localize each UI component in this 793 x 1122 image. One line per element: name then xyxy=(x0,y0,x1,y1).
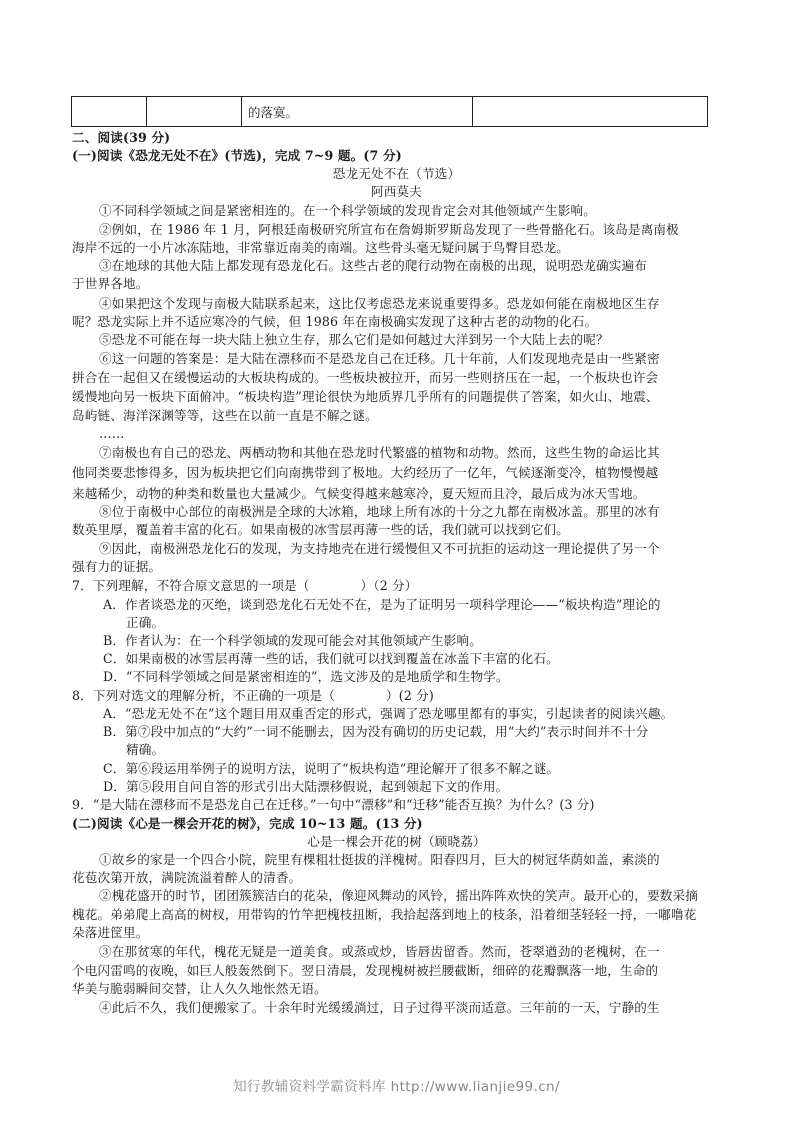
q7-option-a-cont: 正确。 xyxy=(126,615,165,630)
paragraph-line: ⑥这一问题的答案是：是大陆在漂移而不是恐龙自己在迁移。几十年前，人们发现地壳是由一些紧密 xyxy=(99,351,660,366)
paragraph-line: 个电闪雷鸣的夜晚，如巨人般轰然倒下。翌日清晨，发现槐树被拦腰截断，细碎的花瓣飘落一地，生命的 xyxy=(72,963,659,978)
paragraph-line: 拼合在一起但又在缓慢运动的大板块构成的。一些板块被拉开，而另一些则挤压在一起，一个板块也许会 xyxy=(72,370,659,385)
paragraph-line: ④如果把这个发现与南极大陆联系起来，这比仅考虑恐龙来说重要得多。恐龙如何能在南极地区生存 xyxy=(99,296,660,311)
paragraph-line: 呢？恐龙实际上并不适应寒冷的气候，但 1986 年在南极确实发现了这种古老的动物的化石。 xyxy=(72,314,598,329)
part1-heading: (一)阅读《恐龙无处不在》(节选)，完成 7~9 题。(7 分) xyxy=(72,148,402,163)
paragraph-line: 槐花。弟弟爬上高高的树杈，用带钩的竹竿把槐枝扭断，我拾起落到地上的枝条，沿着细茎轻轻一捋，一嘟噜花 xyxy=(72,907,697,922)
paragraph-line: 数英里厚，覆盖着丰富的化石。如果南极的冰雪层再薄一些的话，我们就可以找到它们。 xyxy=(72,522,570,537)
paragraph-line: ①故乡的家是一个四合小院，院里有棵粗壮挺拔的洋槐树。阳春四月，巨大的树冠华荫如盖，素淡的 xyxy=(99,852,660,867)
paragraph-line: 强有力的证据。 xyxy=(72,559,162,574)
part2-heading: (二)阅读《心是一棵会开花的树》，完成 10~13 题。(13 分) xyxy=(72,816,423,831)
paragraph-line: 来越稀少，动物的种类和数量也大量减少。气候变得越来越寒冷，夏天短而且冷，最后成为冰天雪地。 xyxy=(72,486,646,501)
paragraph-line: ⑦南极也有自己的恐龙、两栖动物和其他在恐龙时代繁盛的植物和动物。然而，这些生物的命运比其 xyxy=(99,445,660,460)
paragraph-line: ⑨因此，南极洲恐龙化石的发现，为支持地壳在进行缓慢但又不可抗拒的运动这一理论提供了另一个 xyxy=(99,541,660,556)
q7-option-b: B．作者认为：在一个科学领域的发现可能会对其他领域产生影响。 xyxy=(103,633,482,648)
article1-author: 阿西莫夫 xyxy=(371,184,422,199)
q8-option-b: B．第⑦段中加点的“大约”一词不能删去，因为没有确切的历史记载，用“大约”表示时间并不十分 xyxy=(103,724,649,739)
paragraph-line: ③在那贫寒的年代，槐花无疑是一道美食。或蒸或炒，皆唇齿留香。然而，苍翠遒劲的老槐树，在一 xyxy=(99,944,660,959)
paragraph-line: 岛屿链、海洋深渊等等，这些在以前一直是不解之谜。 xyxy=(72,408,378,423)
q7-option-a: A．作者谈恐龙的灭绝，谈到恐龙化石无处不在，是为了证明另一项科学理论——“板块构造”理论的 xyxy=(103,597,661,612)
question-8: 8．下列对选文的理解分析，不正确的一项是（ ）(2 分) xyxy=(72,688,434,703)
table-cell xyxy=(72,97,147,127)
question-7: 7．下列理解，不符合原文意思的一项是（ ）（2 分） xyxy=(72,578,418,593)
paragraph-line: ①不同科学领域之间是紧密相连的。在一个科学领域的发现肯定会对其他领域产生影响。 xyxy=(99,203,597,218)
article2-title: 心是一棵会开花的树（顾晓荔） xyxy=(307,834,486,849)
section-heading: 二、阅读(39 分) xyxy=(72,130,171,145)
table-cell xyxy=(473,97,708,127)
paragraph-line: ⑤恐龙不可能在每一块大陆上独立生存，那么它们是如何越过大洋到另一个大陆上去的呢？ xyxy=(99,332,609,347)
watermark-footer: 知行教辅资料学霸资料库 http://www.lianjie99.cn/ xyxy=(233,1079,560,1095)
question-9: 9．“是大陆在漂移而不是恐龙自己在迁移。”一句中“漂移”和“迁移”能否互换？为什么？(3 分) xyxy=(72,797,595,812)
q8-option-d: D．第⑤段用自问自答的形式引出大陆漂移假说，起到领起下文的作用。 xyxy=(103,779,509,794)
q7-option-c: C．如果南极的冰雪层再薄一些的话，我们就可以找到覆盖在冰盖下丰富的化石。 xyxy=(103,651,559,666)
q7-option-d: D．“不同科学领域之间是紧密相连的”，选文涉及的是地质学和生物学。 xyxy=(103,669,509,684)
article1-title: 恐龙无处不在（节选） xyxy=(332,166,461,181)
paragraph-line: 缓慢地向另一板块下面俯冲。“板块构造”理论很快为地质界几乎所有的问题提供了答案，如火山、地震、 xyxy=(72,389,659,404)
paragraph-line: 他同类要悲惨得多，因为板块把它们向南携带到了极地。大约经历了一亿年，气候逐渐变冷，植物慢慢越 xyxy=(72,465,659,480)
ellipsis-line: …… xyxy=(99,426,125,441)
paragraph-line: 朵落进筐里。 xyxy=(72,925,149,940)
paragraph-line: 花苞次第开放，满院流溢着醉人的清香。 xyxy=(72,870,302,885)
q8-option-a: A．“恐龙无处不在”这个题目用双重否定的形式，强调了恐龙哪里都有的事实，引起读者的阅读兴趣。 xyxy=(103,706,674,721)
q8-option-b-cont: 精确。 xyxy=(126,742,165,757)
paragraph-line: ③在地球的其他大陆上都发现有恐龙化石。这些古老的爬行动物在南极的出现，说明恐龙确实遍布 xyxy=(99,258,647,273)
paragraph-line: 华美与脆弱瞬间交替，让人久久地怅然无语。 xyxy=(72,981,327,996)
paragraph-line: ②槐花盛开的时节，团团簇簇洁白的花朵，像迎风舞动的风铃，摇出阵阵欢快的笑声。最开心的，要数采摘 xyxy=(99,888,698,903)
answer-table xyxy=(71,96,708,127)
paragraph-line: 海岸不远的一小片冰冻陆地，非常靠近南美的南端。这些骨头毫无疑问属于鸟臀目恐龙。 xyxy=(72,240,570,255)
table-cell xyxy=(147,97,242,127)
table-cell: 的落寞。 xyxy=(242,97,473,127)
q8-option-c: C．第⑥段运用举例子的说明方法，说明了“板块构造”理论解开了很多不解之谜。 xyxy=(103,761,560,776)
paragraph-line: 于世界各地。 xyxy=(72,276,149,291)
paragraph-line: ⑧位于南极中心部位的南极洲是全球的大冰箱，地球上所有冰的十分之九都在南极冰盖。那里的冰有 xyxy=(99,504,660,519)
paragraph-line: ④此后不久，我们便搬家了。十余年时光缓缓淌过，日子过得平淡而适意。三年前的一天，宁静的生 xyxy=(99,1000,660,1015)
paragraph-line: ②例如，在 1986 年 1 月，阿根廷南极研究所宣布在詹姆斯罗斯岛发现了一些骨骼化石。该岛是离南极 xyxy=(99,222,679,237)
